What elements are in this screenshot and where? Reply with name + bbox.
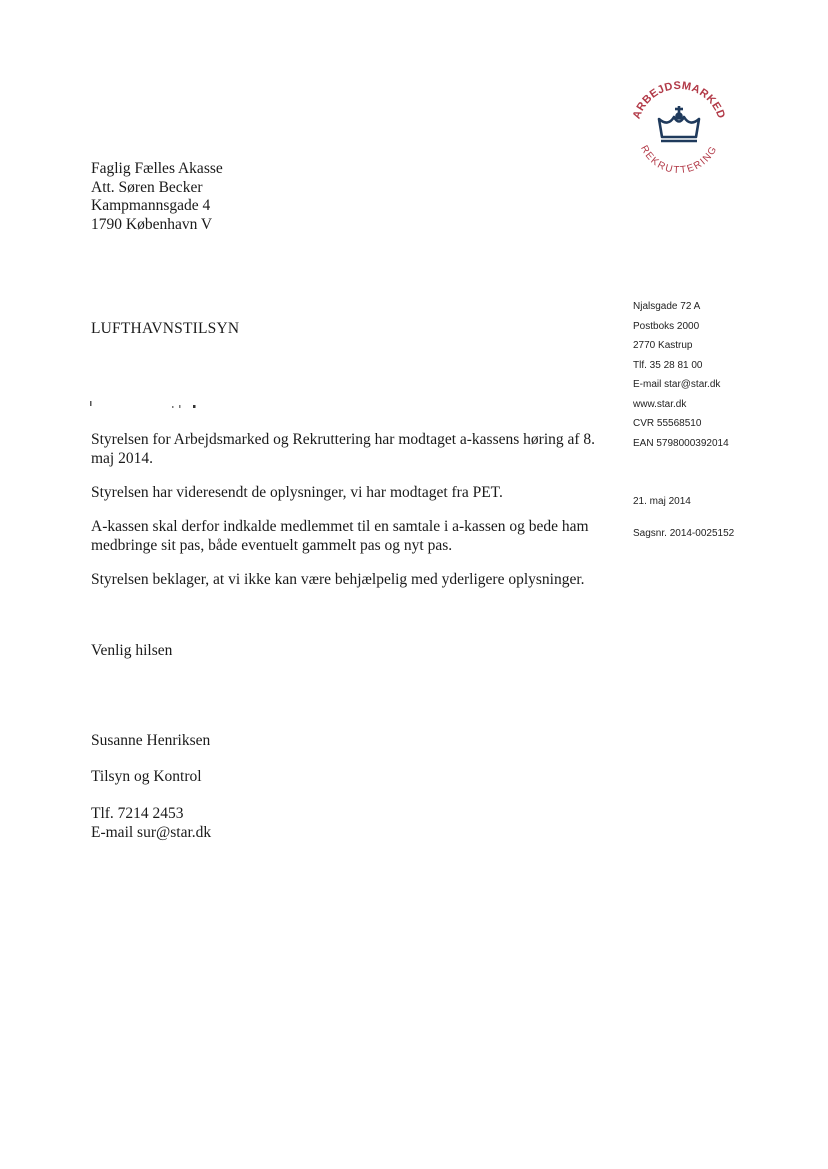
crown-icon xyxy=(659,106,699,141)
letter-subject: LUFTHAVNSTILSYN xyxy=(91,320,240,337)
recipient-line: 1790 København V xyxy=(91,215,213,233)
paragraph-line: medbringe sit pas, både eventuelt gammelt pas og nyt pas. xyxy=(91,536,453,554)
logo-top-text: ARBEJDSMARKED xyxy=(630,79,728,121)
paragraph-line: Styrelsen beklager, at vi ikke kan være behjælpelig med yderligere oplysninger. xyxy=(91,571,585,588)
signer-contact xyxy=(91,805,211,842)
paragraph-line: Styrelsen for Arbejdsmarked og Rekruttering har modtaget a-kassens høring af 8. xyxy=(91,431,596,448)
letter-date: 21. maj 2014 xyxy=(633,496,691,507)
paragraph-line: A-kassen skal derfor indkalde medlemmet til en samtale i a-kassen og bede ham xyxy=(91,518,589,535)
sender-line: EAN 5798000392014 xyxy=(633,437,729,449)
signer-email: E-mail sur@star.dk xyxy=(91,823,212,841)
signer-unit: Tilsyn og Kontrol xyxy=(91,768,202,785)
signer-name: Susanne Henriksen xyxy=(91,732,211,749)
sender-line: Tlf. 35 28 81 00 xyxy=(633,359,703,371)
sender-line: E-mail star@star.dk xyxy=(633,379,721,390)
recipient-address xyxy=(91,160,223,234)
paragraph-line: Styrelsen har videresendt de oplysninger, vi har modtaget fra PET. xyxy=(91,484,503,501)
case-number: Sagsnr. 2014-0025152 xyxy=(633,528,735,539)
sender-line: Postboks 2000 xyxy=(633,320,700,332)
paragraph-line: maj 2014. xyxy=(91,449,153,467)
recipient-line: Faglig Fælles Akasse xyxy=(91,160,223,177)
logo-bottom-text: REKRUTTERING xyxy=(638,143,720,177)
body-paragraph xyxy=(91,571,601,590)
sender-line: CVR 55568510 xyxy=(633,418,702,429)
body-paragraph xyxy=(91,518,601,555)
scan-artifact xyxy=(90,398,220,412)
sender-line: Njalsgade 72 A xyxy=(633,301,701,312)
body-paragraph xyxy=(91,484,601,503)
recipient-line: Att. Søren Becker xyxy=(91,178,203,196)
signer-phone: Tlf. 7214 2453 xyxy=(91,805,184,822)
body-paragraph xyxy=(91,431,601,468)
sender-address xyxy=(633,297,729,453)
sender-line: 2770 Kastrup xyxy=(633,340,693,351)
sender-line: www.star.dk xyxy=(633,398,687,410)
recipient-line: Kampmannsgade 4 xyxy=(91,197,211,214)
closing-phrase: Venlig hilsen xyxy=(91,642,173,659)
agency-logo xyxy=(624,72,734,182)
